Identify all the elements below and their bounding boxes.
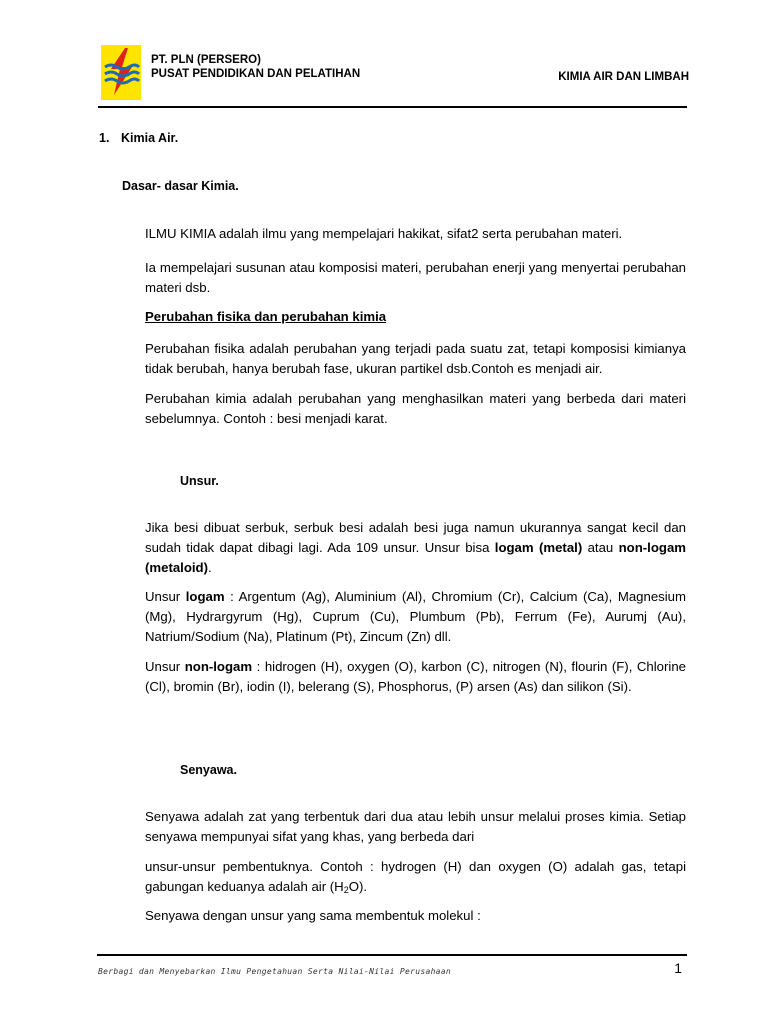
heading-perubahan: Perubahan fisika dan perubahan kimia — [145, 309, 387, 324]
section-number: 1. — [99, 131, 110, 145]
text: O). — [348, 879, 368, 894]
header-doc-title: KIMIA AIR DAN LIMBAH — [558, 71, 689, 83]
paragraph-senyawa-contoh — [145, 857, 686, 897]
term-non-logam-bold: non-logam — [184, 659, 253, 674]
text: : Argentum (Ag), Aluminium (Al), Chromium (Cr), Calcium (Ca), Magnesium (Mg), Hydrargyrum (Hg), Cuprum (Cu), Plumbum (Pb), Ferrum (Fe), Aurumj (Au), Natrium/Sodium (Na), Platinum (Pt), Zincum (Zn) dll. — [145, 589, 686, 644]
paragraph-unsur-logam — [145, 587, 686, 647]
term-logam: logam — [185, 589, 225, 604]
header-rule — [98, 106, 687, 108]
text: . — [208, 560, 212, 575]
section-title: Kimia Air. — [121, 131, 179, 145]
paragraph-komposisi: Ia mempelajari susunan atau komposisi materi, perubahan enerji yang menyertai perubahan materi dsb. — [145, 260, 686, 295]
text: Jika besi dibuat serbuk, serbuk besi adalah besi juga namun ukurannya sangat kecil dan sudah tidak dapat dibagi lagi. Ada 109 unsur. Unsur bisa — [145, 520, 686, 555]
paragraph-perubahan-kimia: Perubahan kimia adalah perubahan yang menghasilkan materi yang berbeda dari materi sebelumnya. Contoh : besi menjadi karat. — [145, 391, 686, 426]
text: atau — [582, 540, 619, 555]
paragraph-ilmu-kimia: ILMU KIMIA adalah ilmu yang mempelajari hakikat, sifat2 serta perubahan materi. — [145, 226, 623, 241]
term-non-logam: non-logam (metaloid) — [145, 540, 687, 575]
heading-senyawa: Senyawa. — [180, 763, 237, 777]
paragraph-unsur-non-logam — [145, 657, 686, 697]
footer-rule — [97, 954, 687, 956]
subsection-heading: Dasar- dasar Kimia. — [122, 179, 239, 193]
paragraph-senyawa-def: Senyawa adalah zat yang terbentuk dari dua atau lebih unsur melalui proses kimia. Setiap senyawa mempunyai sifat yang khas, yang berbeda dari — [145, 809, 686, 844]
pln-logo — [101, 45, 141, 100]
paragraph-perubahan-fisika: Perubahan fisika adalah perubahan yang terjadi pada suatu zat, tetapi komposisi kimianya tidak berubah, hanya berubah fase, ukuran partikel dsb.Contoh es menjadi air. — [145, 341, 686, 376]
section-heading — [99, 131, 178, 145]
text: Unsur — [145, 589, 186, 604]
subscript: 2 — [343, 885, 349, 895]
footer-motto: Berbagi dan Menyebarkan Ilmu Pengetahuan Serta Nilai-Nilai Perusahaan — [98, 967, 452, 976]
heading-unsur: Unsur. — [180, 474, 219, 488]
pln-logo-icon — [101, 45, 141, 100]
text: unsur-unsur pembentuknya. Contoh : hydrogen (H) dan oxygen (O) adalah gas, tetapi gabungan keduanya adalah air (H — [145, 859, 686, 894]
paragraph-unsur-intro — [145, 518, 686, 578]
page-number: 1 — [674, 960, 682, 976]
header-company: PT. PLN (PERSERO) — [151, 54, 261, 66]
text: Unsur — [145, 659, 185, 674]
header-org — [151, 53, 360, 81]
text: : hidrogen (H), oxygen (O), karbon (C), nitrogen (N), flourin (F), Chlorine (Cl), bromin (Br), iodin (I), belerang (S), Phosphorus, (P) arsen (As) dan silikon (Si). — [145, 659, 686, 694]
term-logam-metal: logam (metal) — [494, 540, 583, 555]
paragraph-senyawa-molekul: Senyawa dengan unsur yang sama membentuk molekul : — [145, 908, 481, 923]
header-division: PUSAT PENDIDIKAN DAN PELATIHAN — [151, 68, 361, 80]
